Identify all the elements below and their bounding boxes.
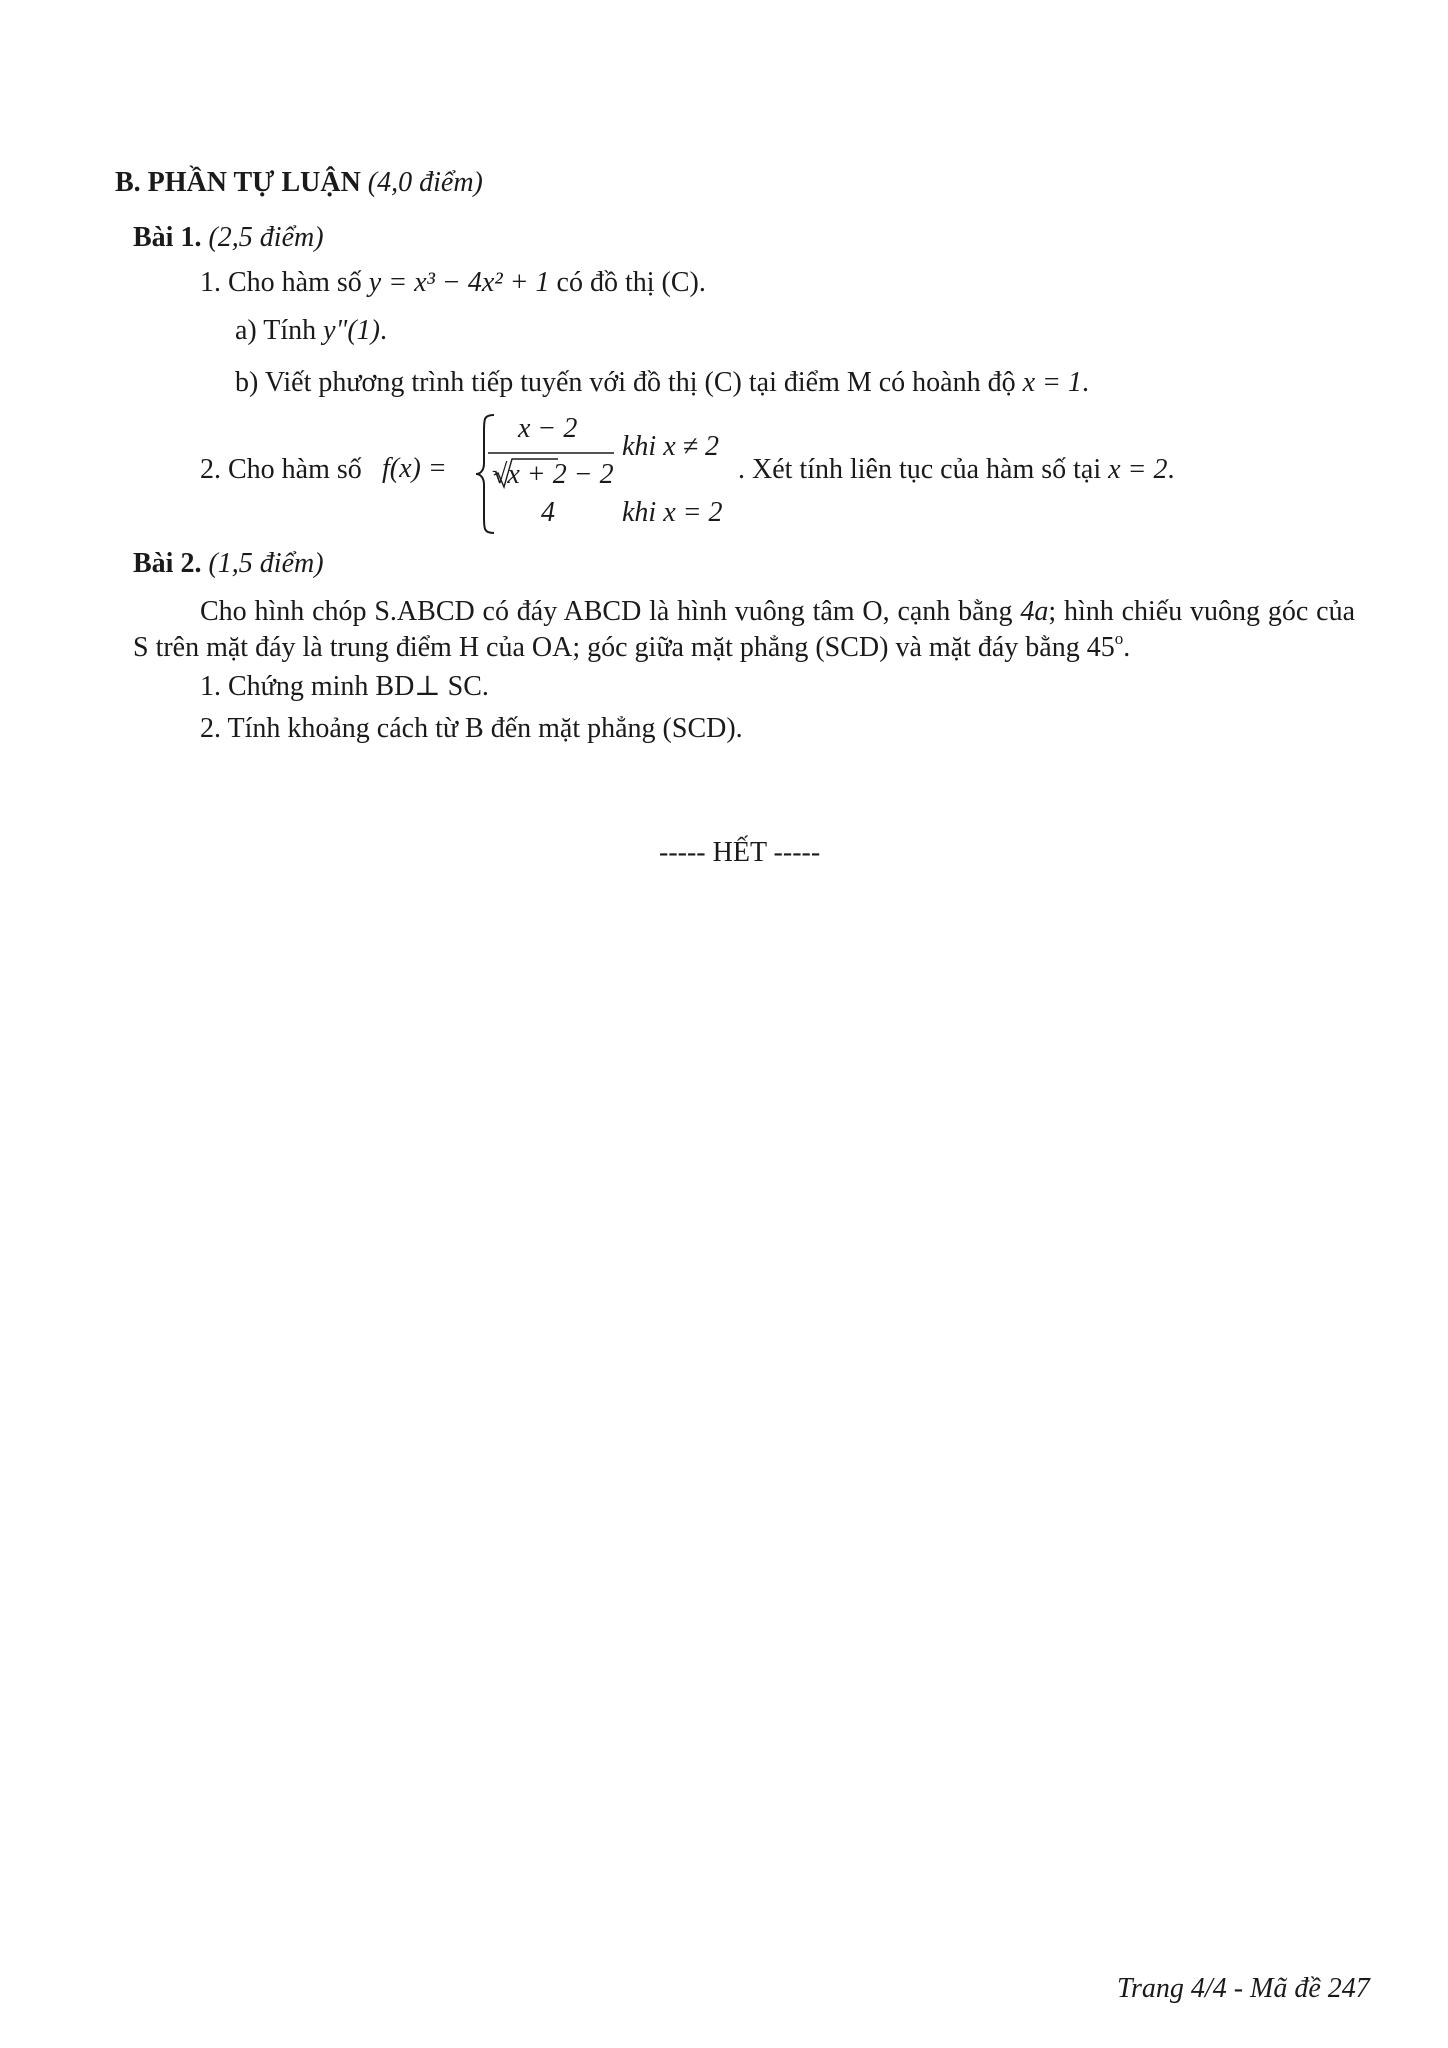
section-heading: B. PHẦN TỰ LUẬN: [115, 167, 361, 198]
exercise-2-question-2: 2. Tính khoảng cách từ B đến mặt phẳng (SCD).: [200, 713, 743, 744]
section-points: (4,0 điểm): [367, 167, 483, 198]
part-b-formula: x = 1: [1022, 367, 1082, 398]
fraction-numerator: x − 2: [518, 413, 578, 444]
exercise-1-label: Bài 1.: [133, 222, 202, 253]
part-a-prefix: a) Tính: [235, 315, 317, 346]
exercise-1-points: (2,5 điểm): [208, 222, 324, 253]
exercise-1-question-2-suffix: [738, 453, 1174, 487]
part-a-suffix: .: [379, 315, 387, 346]
exercise-1-question-2-prefix: 2. Cho hàm số: [200, 454, 362, 485]
piecewise-function: [382, 413, 742, 535]
part-b-suffix: .: [1081, 367, 1089, 398]
question-1-suffix: có đồ thị (C).: [556, 267, 706, 298]
case-2-value: 4: [541, 497, 555, 528]
statement-side-length: 4a: [1020, 596, 1049, 627]
function-name: f(x) =: [382, 453, 447, 484]
question-1-formula: y = x³ − 4x² + 1: [368, 267, 550, 298]
exercise-1-heading: [133, 221, 324, 255]
end-mark: ----- HẾT -----: [659, 837, 821, 868]
question-2-end: .: [1167, 454, 1175, 485]
exercise-2-label: Bài 2.: [133, 548, 202, 579]
exercise-2-question-1: 1. Chứng minh BD⊥ SC.: [200, 671, 489, 702]
exercise-1-question-1: [200, 266, 706, 300]
degree-symbol: o: [1114, 629, 1124, 648]
exercise-2-statement: [133, 594, 1355, 666]
exercise-1-part-a: [235, 314, 387, 348]
question-2-point: x = 2: [1108, 454, 1168, 485]
statement-end: .: [1123, 632, 1131, 663]
exercise-2-heading: [133, 547, 324, 581]
fraction-denominator: √x + 2 − 2: [492, 459, 614, 490]
statement-part-1: Cho hình chóp S.ABCD có đáy ABCD là hình vuông tâm O, cạnh bằng: [200, 596, 1013, 627]
case-2-condition: khi x = 2: [622, 497, 723, 528]
question-2-suffix: . Xét tính liên tục của hàm số tại: [738, 454, 1102, 485]
question-1-prefix: 1. Cho hàm số: [200, 267, 362, 298]
exercise-2-points: (1,5 điểm): [208, 548, 324, 579]
section-title: [115, 166, 483, 200]
statement-part-2: ; hình chiếu vuông góc của S trên mặt đáy là trung điểm H của OA; góc giữa mặt phẳng (SCD) và mặt đáy bằng 45: [133, 596, 1355, 663]
exercise-1-part-b: [235, 366, 1089, 400]
part-a-formula: y"(1): [323, 315, 380, 346]
page-footer: Trang 4/4 - Mã đề 247: [1117, 1973, 1370, 2004]
case-1-condition: khi x ≠ 2: [622, 431, 720, 462]
part-b-prefix: b) Viết phương trình tiếp tuyến với đồ thị (C) tại điểm M có hoành độ: [235, 367, 1016, 398]
